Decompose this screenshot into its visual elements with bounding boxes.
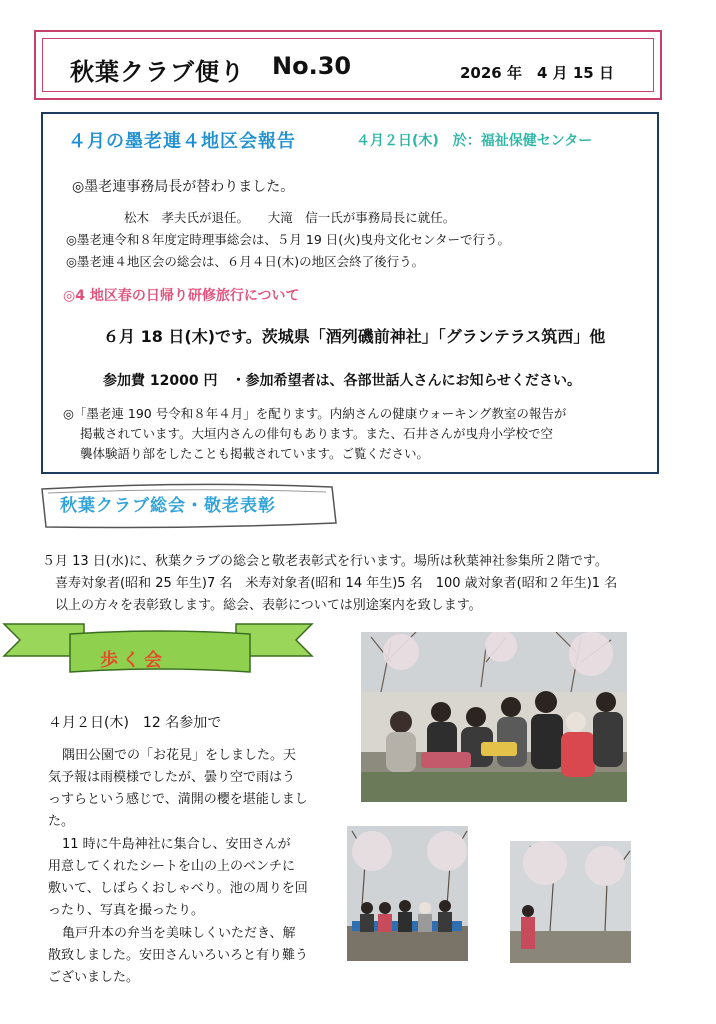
trip-fee: 参加費 12000 円 ・参加希望者は、各部世話人さんにお知らせください。: [103, 373, 582, 389]
walking-text-line: っすらという感じで、満開の櫻を堪能しまし: [48, 792, 308, 807]
news-line-2: 掲載されています。大垣内さんの俳句もあります。また、石井さんが曳舟小学校で空: [80, 426, 554, 441]
walking-text-line: 亀戸升本の弁当を美味しくいただき、解: [62, 926, 296, 941]
trip-detail: ６月 18 日(木)です。茨城県「酒列磯前神社」「グランテラス筑西」他: [103, 327, 606, 346]
walking-text-line: 11 時に牛島神社に集合し、安田さんが: [62, 837, 291, 852]
trip-heading: ◎4 地区春の日帰り研修旅行について: [63, 288, 300, 304]
meeting-banner-title: 秋葉クラブ総会・敬老表彰: [60, 496, 276, 516]
walking-text-line: 気予報は雨模様でしたが、曇り空で雨はう: [48, 770, 296, 785]
meeting-line-2: 喜寿対象者(昭和 25 年生)7 名 米寿対象者(昭和 14 年生)5 名 100 歳対象者(昭和２年生)1 名: [55, 576, 618, 591]
walking-date-line: ４月２日(木) 12 名参加で: [48, 715, 222, 731]
report-title: ４月の墨老連４地区会報告: [68, 131, 296, 152]
newsletter-title: 秋葉クラブ便り: [70, 58, 245, 86]
news-line-3: 襲体験語り部をしたことも掲載されています。ご覧ください。: [80, 446, 430, 461]
report-line-director: ◎墨老連事務局長が替わりました。: [72, 179, 295, 195]
walking-text-line: ございました。: [48, 970, 140, 985]
report-line-district-meeting: ◎墨老連４地区会の総会は、６月４日(木)の地区会終了後行う。: [66, 254, 425, 269]
walking-text-line: 隅田公園での「お花見」をしました。天: [62, 748, 297, 763]
meeting-line-1: ５月 13 日(水)に、秋葉クラブの総会と敬老表彰式を行います。場所は秋葉神社参集所２階です。: [42, 554, 608, 569]
photo-standing-cherry-trees: [510, 841, 631, 963]
group-photo-cherry-blossoms: [361, 632, 627, 802]
news-line-1: ◎「墨老連 190 号令和８年４月」を配ります。内納さんの健康ウォーキング教室の報告が: [63, 406, 567, 421]
walking-text-line: 散致しました。安田さんいろいろと有り難う: [48, 948, 309, 963]
issue-number: No.30: [272, 52, 352, 80]
walking-text-line: 用意してくれたシートを山の上のベンチに: [48, 859, 296, 874]
issue-date: 2026 年 4 月 15 日: [460, 64, 614, 82]
walking-text-line: た。: [48, 814, 75, 829]
walking-text-line: 敷いて、しばらくおしゃべり。池の周りを回: [48, 881, 308, 896]
photo-bench-gathering: [347, 826, 468, 961]
report-date-venue: ４月２日(木) 於：福祉保健センター: [356, 133, 593, 149]
meeting-line-3: 以上の方々を表彰致します。総会、表彰については別途案内を致します。: [55, 598, 482, 613]
walking-ribbon-title: 歩く会: [100, 650, 166, 671]
report-line-general-meeting: ◎墨老連令和８年度定時理事総会は、５月 19 日(火)曳舟文化センターで行う。: [66, 232, 511, 247]
report-line-retire: 松木 孝夫氏が退任。 大滝 信一氏が事務局長に就任。: [124, 210, 456, 225]
walking-text-line: ったり、写真を撮ったり。: [48, 903, 205, 918]
